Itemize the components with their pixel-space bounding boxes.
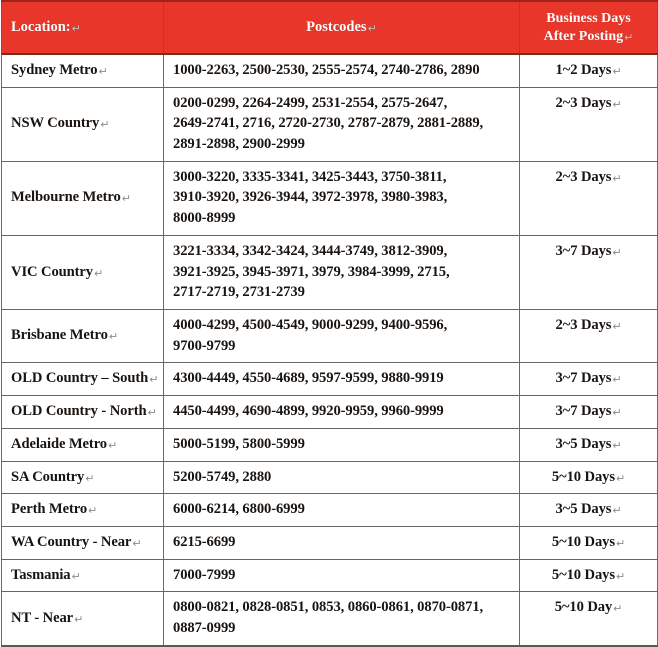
postcode-line: 0887-0999 [173,620,236,637]
cell-location [2,494,164,527]
business-days-text: 3~7 Days [555,403,612,420]
location-text: Adelaide Metro [11,435,108,452]
paragraph-mark-icon: ↵ [149,373,159,387]
column-header-business-days-line1: Business Days [546,11,631,26]
location-text: SA Country [11,468,85,485]
table-row [2,87,658,161]
table-row [2,310,658,363]
location-text: OLD Country – South [11,370,149,387]
postcode-line: 2649-2741, 2716, 2720-2730, 2787-2879, 2881-2889, [173,115,484,132]
postcode-line: 6000-6214, 6800-6999 [173,501,305,518]
paragraph-mark-icon: ↵ [612,504,622,518]
paragraph-mark-icon: ↵ [98,64,108,78]
table-body [2,54,658,646]
cell-postcodes [164,461,520,494]
postcode-line: 7000-7999 [173,566,236,583]
paragraph-mark-icon: ↵ [612,406,622,420]
location-text: NSW Country [11,115,100,132]
postcode-line: 4450-4499, 4690-4899, 9920-9959, 9960-9999 [173,403,444,420]
business-days-text: 2~3 Days [555,94,612,111]
header-row [2,1,658,54]
cell-postcodes [164,54,520,87]
cell-postcodes [164,527,520,560]
cell-business-days [520,54,658,87]
postcode-line: 3921-3925, 3945-3971, 3979, 3984-3999, 2715, [173,263,450,280]
cell-business-days [520,494,658,527]
business-days-text: 3~7 Days [555,370,612,387]
table-row [2,494,658,527]
cell-business-days [520,592,658,646]
paragraph-mark-icon: ↵ [613,602,623,616]
business-days-text: 5~10 Days [551,566,615,583]
location-text: OLD Country - North [11,403,147,420]
postcode-delivery-table [1,0,658,647]
paragraph-mark-icon: ↵ [612,245,622,259]
cell-location [2,396,164,429]
postcode-line: 8000-8999 [173,210,236,227]
cell-postcodes [164,559,520,592]
location-text: Brisbane Metro [11,327,108,344]
paragraph-mark-icon: ↵ [88,504,98,518]
cell-business-days [520,396,658,429]
table-row [2,461,658,494]
cell-postcodes [164,87,520,161]
table-row [2,363,658,396]
cell-business-days [520,310,658,363]
paragraph-mark-icon: ↵ [121,192,131,206]
paragraph-mark-icon: ↵ [612,97,622,111]
postcode-line: 4300-4449, 4550-4689, 9597-9599, 9880-9919 [173,370,444,387]
cell-business-days [520,235,658,309]
paragraph-mark-icon: ↵ [74,612,84,626]
postcode-line: 4000-4299, 4500-4549, 9000-9299, 9400-9596, [173,317,448,333]
postcode-line: 5000-5199, 5800-5999 [173,435,305,452]
paragraph-mark-icon: ↵ [367,22,377,36]
cell-postcodes [164,428,520,461]
paragraph-mark-icon: ↵ [615,537,626,551]
cell-location [2,461,164,494]
postcode-line: 5200-5749, 2880 [173,468,272,485]
paragraph-mark-icon: ↵ [612,373,622,387]
cell-business-days [520,161,658,235]
paragraph-mark-icon: ↵ [612,320,622,333]
table-row [2,54,658,87]
cell-location [2,87,164,161]
paragraph-mark-icon: ↵ [71,569,81,583]
paragraph-mark-icon: ↵ [100,118,110,132]
paragraph-mark-icon: ↵ [147,406,157,420]
cell-business-days [520,527,658,560]
cell-location [2,592,164,646]
column-header-business-days-line2: After Posting [543,28,624,44]
cell-location [2,54,164,87]
business-days-text: 1~2 Days [555,61,612,78]
postcode-line: 3910-3920, 3926-3944, 3972-3978, 3980-3983, [173,189,448,206]
table-row [2,235,658,309]
business-days-text: 3~5 Days [555,501,612,518]
cell-location [2,428,164,461]
postcode-line: 9700-9799 [173,337,236,354]
postcode-line: 2891-2898, 2900-2999 [173,135,305,152]
cell-postcodes [164,310,520,363]
table-header [2,1,658,54]
table-row [2,592,658,646]
paragraph-mark-icon: ↵ [612,438,622,452]
location-text: VIC Country [11,263,94,280]
location-text: Tasmania [11,566,71,583]
location-text: Melbourne Metro [11,189,121,206]
column-header-postcodes [164,1,520,54]
business-days-text: 2~3 Days [555,317,612,333]
table-row [2,161,658,235]
cell-business-days [520,363,658,396]
location-text: Perth Metro [11,501,88,518]
cell-postcodes [164,396,520,429]
business-days-text: 5~10 Day [554,599,613,616]
paragraph-mark-icon: ↵ [612,64,622,78]
column-header-location [2,1,164,54]
postcode-line: 2717-2719, 2731-2739 [173,284,305,301]
paragraph-mark-icon: ↵ [85,471,95,485]
cell-business-days [520,428,658,461]
postcode-line: 3000-3220, 3335-3341, 3425-3443, 3750-3811, [173,168,447,185]
business-days-text: 5~10 Days [551,468,615,485]
cell-business-days [520,461,658,494]
cell-location [2,363,164,396]
cell-postcodes [164,235,520,309]
cell-location [2,527,164,560]
table-row [2,396,658,429]
paragraph-mark-icon: ↵ [71,22,81,36]
postcode-line: 6215-6699 [173,534,236,551]
cell-location [2,235,164,309]
paragraph-mark-icon: ↵ [108,438,118,452]
postcode-line: 0800-0821, 0828-0851, 0853, 0860-0861, 0870-0871, [173,599,484,616]
cell-location [2,310,164,363]
business-days-text: 3~5 Days [555,435,612,452]
business-days-text: 3~7 Days [555,242,612,259]
table-row [2,428,658,461]
location-text: WA Country - Near [11,534,132,551]
paragraph-mark-icon: ↵ [624,30,634,44]
business-days-text: 5~10 Days [551,534,615,551]
paragraph-mark-icon: ↵ [94,266,104,280]
table-row [2,527,658,560]
paragraph-mark-icon: ↵ [615,471,626,485]
column-header-location-label: Location: [11,19,71,36]
paragraph-mark-icon: ↵ [612,171,622,185]
table-row [2,559,658,592]
cell-postcodes [164,363,520,396]
cell-postcodes [164,592,520,646]
cell-location [2,161,164,235]
paragraph-mark-icon: ↵ [132,537,142,551]
location-text: NT - Near [11,609,74,626]
postcode-line: 3221-3334, 3342-3424, 3444-3749, 3812-3909, [173,242,448,259]
paragraph-mark-icon: ↵ [615,569,626,583]
paragraph-mark-icon: ↵ [108,330,118,344]
postcode-line: 0200-0299, 2264-2499, 2531-2554, 2575-2647, [173,94,448,111]
column-header-postcodes-label: Postcodes [306,19,367,36]
cell-location [2,559,164,592]
cell-postcodes [164,494,520,527]
location-text: Sydney Metro [11,61,98,78]
postcode-line: 1000-2263, 2500-2530, 2555-2574, 2740-2786, 2890 [173,61,480,78]
business-days-text: 2~3 Days [555,168,612,185]
column-header-business-days [520,1,658,54]
cell-business-days [520,559,658,592]
cell-business-days [520,87,658,161]
cell-postcodes [164,161,520,235]
